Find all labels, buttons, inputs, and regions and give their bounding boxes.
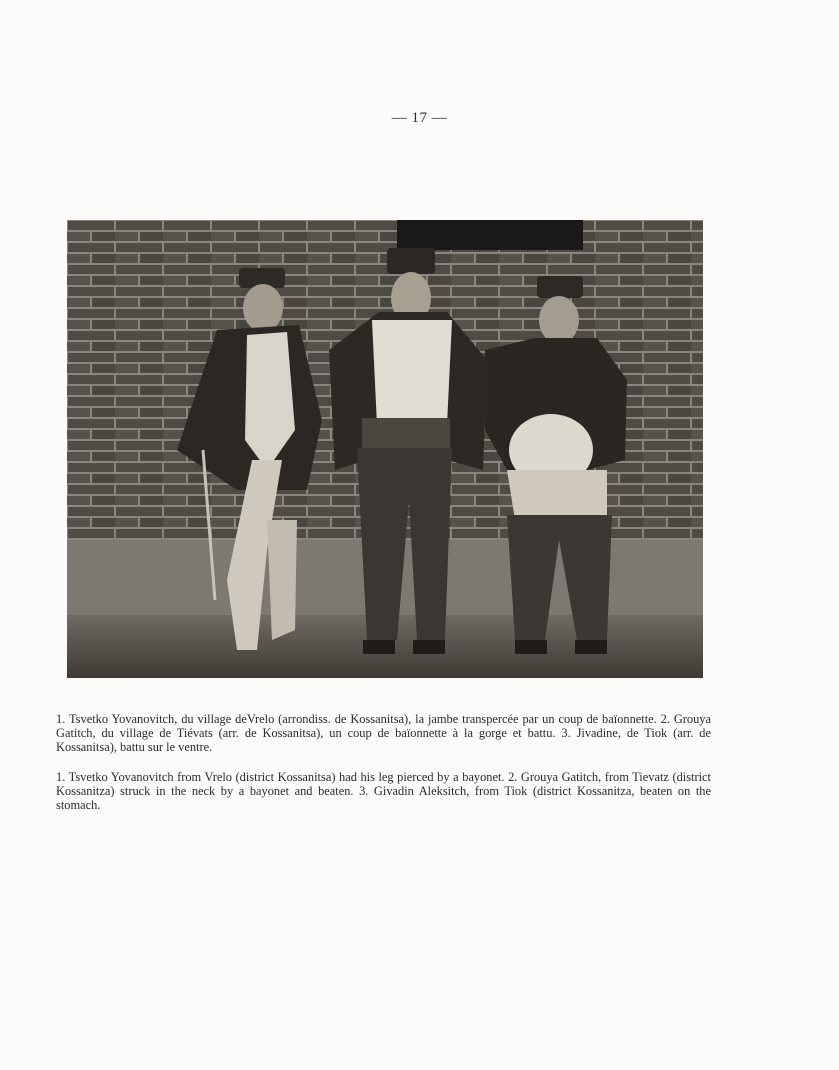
caption-english-text: 1. Tsvetko Yovanovitch from Vrelo (district Kossanitsa) had his leg pierced by a bayonet. 2. Grouya Gatitch, from Tievatz (district Kossanitza) struck in the neck by a bayonet and beaten. 3. Givadin Aleksitch, from Tiok (district Kossanitza, beaten on the stomach. [56, 770, 711, 813]
window-opening [397, 220, 583, 250]
caption-french [56, 712, 711, 755]
caption-english [56, 770, 711, 813]
photograph [67, 220, 703, 678]
page-number: — 17 — [391, 110, 448, 126]
caption-french-text: 1. Tsvetko Yovanovitch, du village deVrelo (arrondiss. de Kossanitsa), la jambe transpercée par un coup de baïonnette. 2. Grouya Gatitch, du village de Tiévats (arr. de Kossanitsa), un coup de baïonnette à la gorge et battu. 3. Jivadine, de Tiok (arr. de Kossanitsa), battu sur le ventre. [56, 712, 711, 755]
